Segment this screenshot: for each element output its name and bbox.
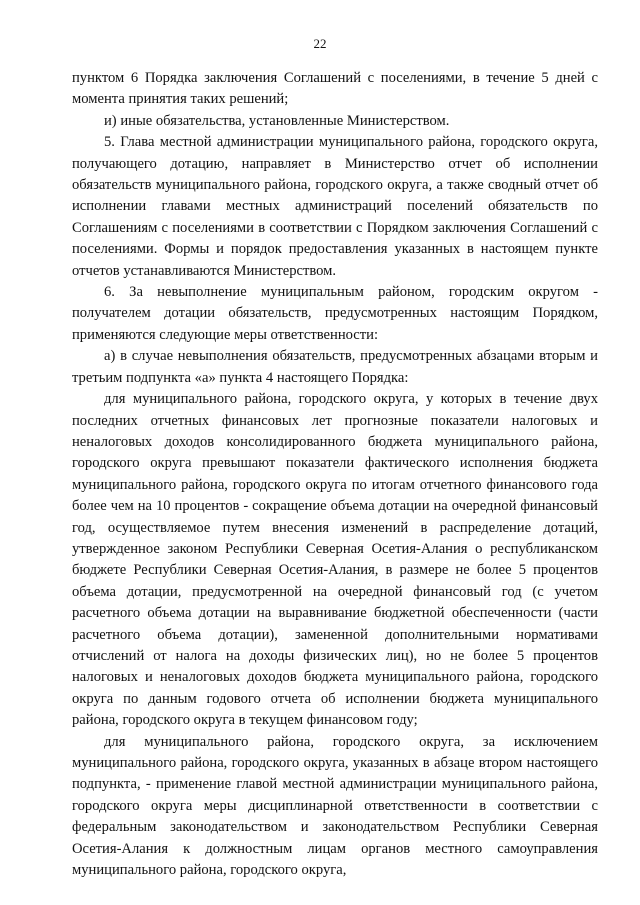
paragraph-continuation: пунктом 6 Порядка заключения Соглашений с поселениями, в течение 5 дней с момента принятия таких решений; xyxy=(72,70,598,108)
paragraph-subpoint-a: а) в случае невыполнения обязательств, предусмотренных абзацами вторым и третьим подпункта «а» пункта 4 настоящего Порядка: xyxy=(72,348,598,386)
document-body xyxy=(72,68,598,881)
paragraph-reduction-measure: для муниципального района, городского округа, у которых в течение двух последних отчетных финансовых лет прогнозные показатели налоговых и неналоговых доходов консолидированного бюджета муниципального района, городского округа превышают показатели фактического исполнения бюджета муниципального района, городского округа по итогам отчетного финансового года более чем на 10 процентов - сокращение объема дотации на очередной финансовый год, осуществляемое путем внесения изменений в распределение дотаций, утвержденное законом Республики Северная Осетия-Алания о республиканском бюджете Республики Северная Осетия-Алания, в размере не более 5 процентов объема дотации, предусмотренной на очередной финансовый год (с учетом расчетного объема дотации на выравнивание бюджетной обеспеченности (части расчетного объема дотации), замененной дополнительными нормативами отчислений от налога на доходы физических лиц), но не более 5 процентов налоговых и неналоговых доходов бюджета муниципального района, городского округа по данным годового отчета об исполнении бюджета муниципального района, городского округа в текущем финансовом году; xyxy=(72,391,598,729)
paragraph-point-6: 6. За невыполнение муниципальным районом, городским округом - получателем дотации обязательств, предусмотренных настоящим Порядком, применяются следующие меры ответственности: xyxy=(72,284,598,343)
page-number: 22 xyxy=(313,36,327,51)
paragraph-disciplinary-measure: для муниципального района, городского округа, за исключением муниципального района, городского округа, указанных в абзаце втором настоящего подпункта, - применение главой местной администрации муниципального района, городского округа меры дисциплинарной ответственности в соответствии с федеральным законодательством и законодательством Республики Северная Осетия-Алания к должностным лицам органов местного самоуправления муниципального района, городского округа, xyxy=(72,733,598,879)
paragraph-point-5: 5. Глава местной администрации муниципального района, городского округа, получающего дотацию, направляет в Министерство отчет об исполнении обязательств муниципального района, городского округа, а также сводный отчет об исполнении главами местных администраций поселений обязательств по Соглашениям с поселениями в соответствии с Порядком заключения Соглашений с поселениями. Формы и порядок предоставления указанных в настоящем пункте отчетов устанавливаются Министерством. xyxy=(72,134,598,279)
paragraph-item-i: и) иные обязательства, установленные Министерством. xyxy=(104,112,450,129)
